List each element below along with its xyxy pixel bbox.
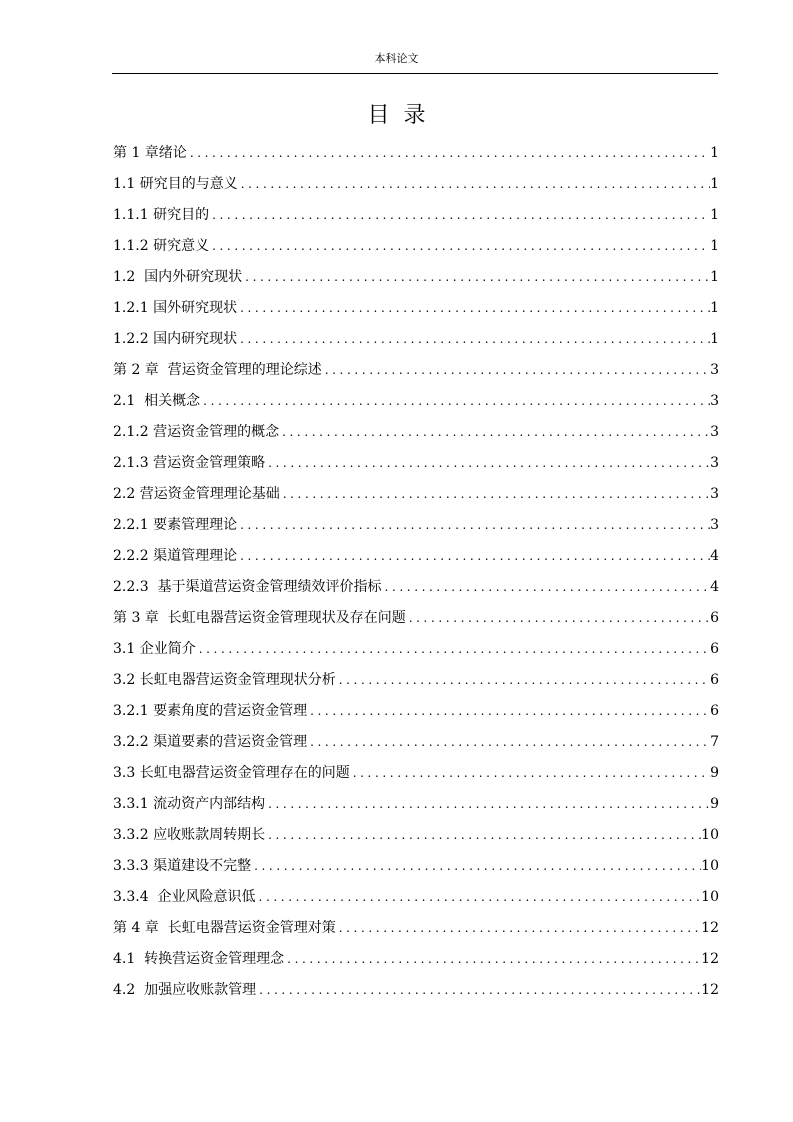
toc-entry[interactable] [113, 293, 719, 324]
toc-entry-page-number: 10 [701, 827, 719, 843]
toc-dot-leader [350, 758, 710, 789]
toc-entry-title: 3.1 企业简介 [113, 641, 196, 657]
toc-entry-page-number: 1 [710, 207, 719, 223]
toc-entry[interactable] [113, 944, 719, 975]
toc-entry[interactable] [113, 634, 719, 665]
toc-dot-leader [251, 851, 701, 882]
toc-entry-page-number: 6 [710, 703, 719, 719]
toc-entry[interactable] [113, 479, 719, 510]
toc-entry-page-number: 6 [710, 610, 719, 626]
toc-dot-leader [209, 200, 710, 231]
toc-dot-leader [237, 541, 710, 572]
toc-entry-page-number: 3 [710, 455, 719, 471]
toc-entry-page-number: 1 [710, 269, 719, 285]
toc-entry-title: 3.3.4 企业风险意识低 [113, 889, 256, 905]
toc-entry[interactable] [113, 355, 719, 386]
toc-entry-title: 2.1.2 营运资金管理的概念 [113, 424, 280, 440]
toc-dot-leader [307, 727, 710, 758]
toc-entry-page-number: 1 [710, 300, 719, 316]
toc-dot-leader [406, 603, 710, 634]
toc-entry[interactable] [113, 417, 719, 448]
toc-entry-title: 1.1.2 研究意义 [113, 238, 210, 254]
toc-entry[interactable] [113, 324, 719, 355]
toc-entry-page-number: 4 [710, 579, 719, 595]
toc-entry-page-number: 10 [701, 858, 719, 874]
page-header-label: 本科论文 [374, 52, 419, 65]
toc-entry-title: 第 4 章 长虹电器营运资金管理对策 [113, 920, 336, 936]
toc-dot-leader [237, 324, 710, 355]
toc-entry-title: 第 1 章绪论 [113, 145, 187, 161]
toc-dot-leader [209, 231, 710, 262]
toc-entry[interactable] [113, 882, 719, 913]
toc-entry-page-number: 3 [710, 517, 719, 533]
toc-entry-title: 4.2 加强应收账款管理 [113, 982, 257, 998]
toc-entry-page-number: 1 [710, 145, 719, 161]
toc-entry-page-number: 1 [710, 331, 719, 347]
toc-entry-title: 2.2.1 要素管理理论 [113, 517, 238, 533]
toc-entry-title: 1.2.1 国外研究现状 [113, 300, 238, 316]
toc-entry-title: 第 3 章 长虹电器营运资金管理现状及存在问题 [113, 610, 406, 626]
toc-dot-leader [382, 572, 711, 603]
toc-dot-leader [265, 448, 710, 479]
toc-entry-title: 2.2 营运资金管理理论基础 [113, 486, 280, 502]
toc-dot-leader [237, 510, 710, 541]
header-divider [112, 73, 718, 74]
toc-entry[interactable] [113, 510, 719, 541]
toc-entry[interactable] [113, 541, 719, 572]
toc-dot-leader [238, 169, 710, 200]
toc-dot-leader [256, 975, 701, 1006]
toc-entry[interactable] [113, 665, 719, 696]
toc-entry-page-number: 9 [710, 796, 719, 812]
toc-entry[interactable] [113, 572, 719, 603]
toc-entry-page-number: 1 [710, 238, 719, 254]
toc-entry-title: 3.3 长虹电器营运资金管理存在的问题 [113, 765, 350, 781]
toc-entry-title: 1.2 国内外研究现状 [113, 269, 243, 285]
toc-entry-title: 2.1.3 营运资金管理策略 [113, 455, 266, 471]
toc-dot-leader [280, 479, 710, 510]
toc-entry-page-number: 10 [701, 889, 719, 905]
toc-entry-title: 3.2 长虹电器营运资金管理现状分析 [113, 672, 336, 688]
toc-dot-leader [237, 293, 710, 324]
toc-entry[interactable] [113, 758, 719, 789]
toc-entry-title: 3.2.1 要素角度的营运资金管理 [113, 703, 308, 719]
toc-entry[interactable] [113, 696, 719, 727]
toc-dot-leader [242, 262, 710, 293]
toc-entry-title: 2.2.3 基于渠道营运资金管理绩效评价指标 [113, 579, 382, 595]
toc-entry-title: 2.2.2 渠道管理理论 [113, 548, 238, 564]
toc-dot-leader [265, 820, 701, 851]
toc-entry[interactable] [113, 386, 719, 417]
toc-dot-leader [196, 634, 710, 665]
toc-entry-title: 2.1 相关概念 [113, 393, 201, 409]
toc-entry[interactable] [113, 789, 719, 820]
toc-entry-title: 第 2 章 营运资金管理的理论综述 [113, 362, 322, 378]
toc-entry-page-number: 6 [710, 672, 719, 688]
toc-entry[interactable] [113, 200, 719, 231]
table-of-contents [113, 138, 719, 1006]
toc-entry[interactable] [113, 851, 719, 882]
toc-dot-leader [200, 386, 710, 417]
toc-entry-title: 1.1 研究目的与意义 [113, 176, 238, 192]
toc-entry-page-number: 4 [710, 548, 719, 564]
toc-entry-page-number: 9 [710, 765, 719, 781]
toc-dot-leader [322, 355, 710, 386]
toc-dot-leader [284, 944, 701, 975]
toc-entry-title: 3.3.2 应收账款周转期长 [113, 827, 266, 843]
toc-entry[interactable] [113, 603, 719, 634]
toc-dot-leader [265, 789, 710, 820]
toc-entry-page-number: 3 [710, 486, 719, 502]
toc-entry-page-number: 12 [701, 920, 719, 936]
toc-dot-leader [187, 138, 710, 169]
toc-entry-title: 4.1 转换营运资金管理理念 [113, 951, 285, 967]
toc-entry[interactable] [113, 231, 719, 262]
toc-entry[interactable] [113, 820, 719, 851]
toc-entry[interactable] [113, 727, 719, 758]
toc-dot-leader [279, 417, 710, 448]
toc-entry[interactable] [113, 169, 719, 200]
toc-entry[interactable] [113, 448, 719, 479]
toc-title: 目 录 [367, 103, 426, 128]
toc-entry-page-number: 12 [701, 951, 719, 967]
toc-entry-title: 3.2.2 渠道要素的营运资金管理 [113, 734, 308, 750]
toc-dot-leader [256, 882, 702, 913]
toc-dot-leader [336, 665, 710, 696]
toc-entry-page-number: 3 [710, 393, 719, 409]
toc-entry-page-number: 3 [710, 362, 719, 378]
toc-entry-title: 1.1.1 研究目的 [113, 207, 210, 223]
toc-entry-title: 1.2.2 国内研究现状 [113, 331, 238, 347]
toc-entry-page-number: 6 [710, 641, 719, 657]
toc-entry-page-number: 7 [710, 734, 719, 750]
toc-entry-page-number: 12 [701, 982, 719, 998]
toc-entry-title: 3.3.1 流动资产内部结构 [113, 796, 266, 812]
toc-entry-page-number: 1 [710, 176, 719, 192]
toc-entry[interactable] [113, 262, 719, 293]
toc-dot-leader [336, 913, 701, 944]
toc-dot-leader [307, 696, 710, 727]
toc-entry[interactable] [113, 975, 719, 1006]
toc-entry-title: 3.3.3 渠道建设不完整 [113, 858, 252, 874]
toc-entry[interactable] [113, 138, 719, 169]
toc-entry-page-number: 3 [710, 424, 719, 440]
toc-entry[interactable] [113, 913, 719, 944]
